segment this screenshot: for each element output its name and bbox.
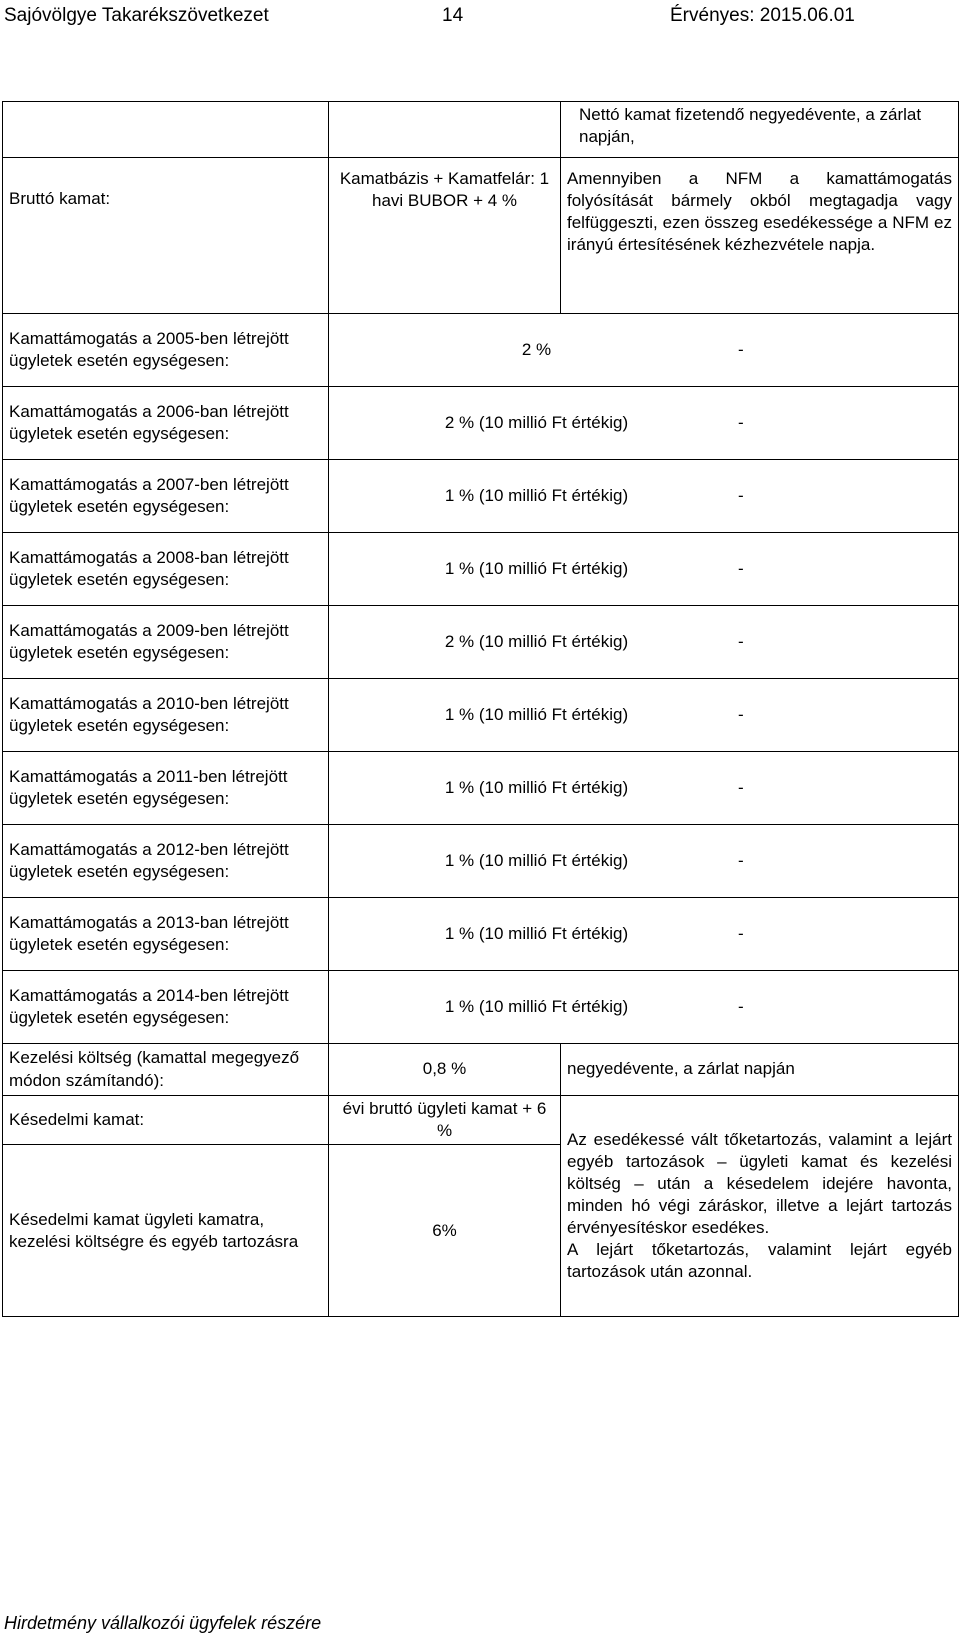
- subsidy-value: [329, 898, 959, 971]
- handling-fee-label: Kezelési költség (kamattal megegyező módon számítandó):: [3, 1044, 329, 1096]
- subsidy-row: [3, 971, 959, 1044]
- page-footer: Hirdetmény vállalkozói ügyfelek részére: [4, 1613, 322, 1633]
- subsidy-note: -: [738, 777, 744, 797]
- gross-interest-label: Bruttó kamat:: [3, 158, 329, 314]
- subsidy-label: Kamattámogatás a 2005-ben létrejött ügyletek esetén egységesen:: [3, 314, 329, 387]
- empty-cell: [329, 102, 561, 158]
- subsidy-rate: 1 % (10 millió Ft értékig): [444, 558, 629, 578]
- subsidy-label: Kamattámogatás a 2008-ban létrejött ügyletek esetén egységesen:: [3, 533, 329, 606]
- subsidy-value: [329, 314, 959, 387]
- subsidy-row: [3, 752, 959, 825]
- subsidy-value: [329, 387, 959, 460]
- subsidy-label: Kamattámogatás a 2010-ben létrejött ügyletek esetén egységesen:: [3, 679, 329, 752]
- late-interest-value: évi bruttó ügyleti kamat + 6 %: [329, 1096, 561, 1145]
- subsidy-rate: 2 % (10 millió Ft értékig): [444, 631, 629, 651]
- subsidy-value: [329, 825, 959, 898]
- subsidy-label: Kamattámogatás a 2013-ban létrejött ügyletek esetén egységesen:: [3, 898, 329, 971]
- late-interest-other-label: Késedelmi kamat ügyleti kamatra, kezelési költségre és egyéb tartozásra: [3, 1145, 329, 1317]
- subsidy-note: -: [738, 339, 744, 359]
- subsidy-row: [3, 679, 959, 752]
- subsidy-note: -: [738, 996, 744, 1016]
- subsidy-note: -: [738, 631, 744, 651]
- subsidy-value: [329, 460, 959, 533]
- subsidy-note: -: [738, 850, 744, 870]
- subsidy-row: [3, 314, 959, 387]
- subsidy-rate: 2 %: [521, 339, 552, 359]
- subsidy-note: -: [738, 485, 744, 505]
- subsidy-label: Kamattámogatás a 2014-ben létrejött ügyletek esetén egységesen:: [3, 971, 329, 1044]
- gross-interest-value: Kamatbázis + Kamatfelár: 1 havi BUBOR + 4 %: [329, 158, 561, 314]
- subsidy-rate: 2 % (10 millió Ft értékig): [444, 412, 629, 432]
- subsidy-label: Kamattámogatás a 2007-ben létrejött ügyletek esetén egységesen:: [3, 460, 329, 533]
- subsidy-value: [329, 971, 959, 1044]
- net-interest-note: Nettó kamat fizetendő negyedévente, a zárlat napján,: [561, 102, 959, 158]
- validity-date: Érvényes: 2015.06.01: [670, 5, 855, 26]
- subsidy-row: [3, 460, 959, 533]
- handling-fee-value: 0,8 %: [329, 1044, 561, 1096]
- subsidy-row: [3, 387, 959, 460]
- net-interest-row: [3, 102, 959, 158]
- interest-conditions-table: [2, 101, 959, 1317]
- handling-fee-note: negyedévente, a zárlat napján: [561, 1044, 959, 1096]
- subsidy-label: Kamattámogatás a 2009-ben létrejött ügyletek esetén egységesen:: [3, 606, 329, 679]
- subsidy-rate: 1 % (10 millió Ft értékig): [444, 850, 629, 870]
- subsidy-label: Kamattámogatás a 2012-ben létrejött ügyletek esetén egységesen:: [3, 825, 329, 898]
- subsidy-label: Kamattámogatás a 2011-ben létrejött ügyletek esetén egységesen:: [3, 752, 329, 825]
- subsidy-rate: 1 % (10 millió Ft értékig): [444, 996, 629, 1016]
- late-interest-other-value: 6%: [329, 1145, 561, 1317]
- subsidy-rate: 1 % (10 millió Ft értékig): [444, 485, 629, 505]
- subsidy-rate: 1 % (10 millió Ft értékig): [444, 923, 629, 943]
- subsidy-row: [3, 825, 959, 898]
- subsidy-note: -: [738, 412, 744, 432]
- subsidy-value: [329, 533, 959, 606]
- subsidy-value: [329, 606, 959, 679]
- empty-cell: [3, 102, 329, 158]
- subsidy-value: [329, 679, 959, 752]
- subsidy-label: Kamattámogatás a 2006-ban létrejött ügyletek esetén egységesen:: [3, 387, 329, 460]
- handling-fee-row: [3, 1044, 959, 1096]
- subsidy-row: [3, 606, 959, 679]
- subsidy-note: -: [738, 923, 744, 943]
- late-interest-note: [561, 1096, 959, 1317]
- late-interest-note-text: Az esedékessé vált tőketartozás, valamint a lejárt egyéb tartozások – ügyleti kamat és kezelési költség – után a késedelem idejére havonta, minden hó végi záráskor, illetve a lejárt tartozás érvényesítéskor esedékes.: [567, 1129, 952, 1238]
- subsidy-row: [3, 898, 959, 971]
- late-interest-label: Késedelmi kamat:: [3, 1096, 329, 1145]
- subsidy-note: -: [738, 704, 744, 724]
- late-interest-row: [3, 1096, 959, 1145]
- subsidy-row: [3, 533, 959, 606]
- gross-interest-note: Amennyiben a NFM a kamattámogatás folyósítását bármely okból megtagadja vagy felfüggeszti, ezen összeg esedékessége a NFM ez irányú értesítésének kézhezvétele napja.: [561, 158, 959, 314]
- subsidy-rate: 1 % (10 millió Ft értékig): [444, 777, 629, 797]
- institution-name: Sajóvölgye Takarékszövetkezet: [4, 5, 269, 26]
- subsidy-note: -: [738, 558, 744, 578]
- late-interest-note-text: A lejárt tőketartozás, valamint lejárt egyéb tartozások után azonnal.: [567, 1240, 952, 1282]
- subsidy-value: [329, 752, 959, 825]
- page-number: 14: [442, 5, 464, 26]
- subsidy-rate: 1 % (10 millió Ft értékig): [444, 704, 629, 724]
- gross-interest-row: [3, 158, 959, 314]
